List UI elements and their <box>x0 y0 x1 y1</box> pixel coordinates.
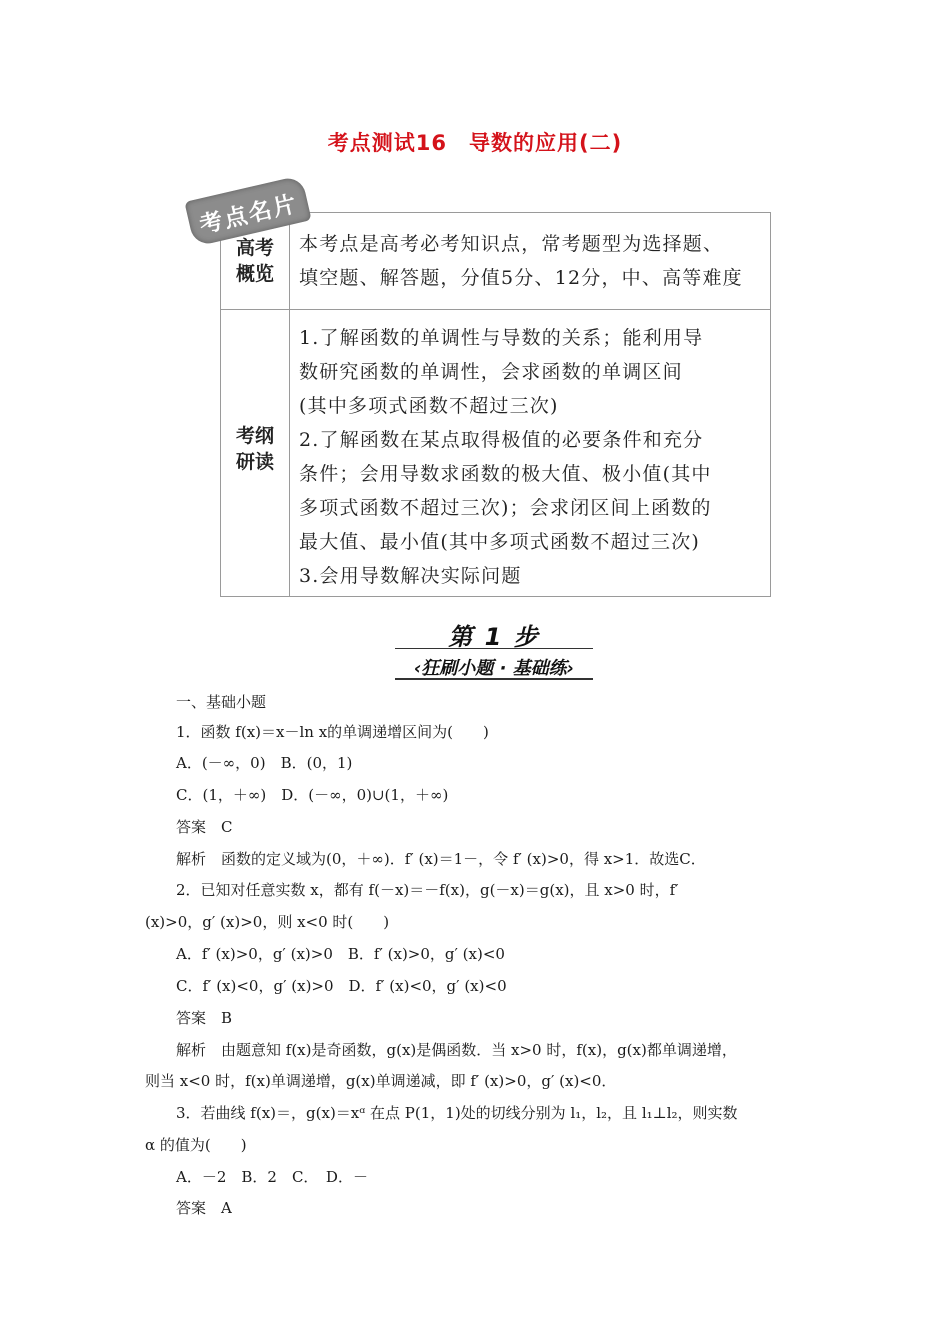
q3-stem-continued: α 的值为( ) <box>145 1136 247 1154</box>
q2-stem-continued: (x)>0，g′ (x)>0，则 x<0 时( ) <box>145 913 390 931</box>
q1-answer: 答案 C <box>176 818 233 836</box>
q2-stem: 2．已知对任意实数 x，都有 f(－x)＝－f(x)，g(－x)＝g(x)，且 x>0 时，f′ <box>176 881 679 899</box>
q2-options-line: A．f′ (x)>0，g′ (x)>0 B．f′ (x)>0，g′ (x)<0 <box>176 945 505 963</box>
q2-analysis: 解析 由题意知 f(x)是奇函数，g(x)是偶函数．当 x>0 时，f(x)，g(x)都单调递增， <box>176 1041 737 1059</box>
syllabus-line: 1.了解函数的单调性与导数的关系；能利用导 <box>299 327 704 349</box>
step-subtitle: ‹狂刷小题 · 基础练› <box>413 658 575 679</box>
row-label-syllabus: 考纲 研读 <box>235 425 274 473</box>
q3-options-line: A．－2 B．2 C． D．－ <box>176 1168 368 1186</box>
page-title: 考点测试16 导数的应用(二) <box>327 131 623 155</box>
syllabus-line: 多项式函数不超过三次)；会求闭区间上函数的 <box>299 497 712 519</box>
exam-point-card <box>220 212 771 597</box>
q3-stem: 3．若曲线 f(x)＝，g(x)＝xᵅ 在点 P(1，1)处的切线分别为 l₁，l₂，且 l₁⊥l₂，则实数 <box>176 1104 738 1122</box>
q2-answer: 答案 B <box>176 1009 233 1027</box>
q1-analysis: 解析 函数的定义域为(0，＋∞)．f′ (x)＝1－，令 f′ (x)>0，得 x>1．故选C． <box>176 850 706 868</box>
q2-analysis-continued: 则当 x<0 时，f(x)单调递增，g(x)单调递减，即 f′ (x)>0，g′ (x)<0． <box>145 1072 617 1090</box>
row-divider <box>221 309 770 310</box>
row-label-overview: 高考 概览 <box>235 237 274 285</box>
step-underline <box>395 678 593 680</box>
q1-options-line: C．(1，＋∞) D．(－∞，0)∪(1，＋∞) <box>176 786 449 804</box>
overview-line: 填空题、解答题，分值5分、12分，中、高等难度 <box>299 267 743 289</box>
section-heading: 一、基础小题 <box>176 693 267 711</box>
syllabus-line: 最大值、最小值(其中多项式函数不超过三次) <box>299 531 701 553</box>
syllabus-line: 条件；会用导数求函数的极大值、极小值(其中 <box>299 463 712 485</box>
q2-options-line: C．f′ (x)<0，g′ (x)>0 D．f′ (x)<0，g′ (x)<0 <box>176 977 507 995</box>
q3-answer: 答案 A <box>176 1199 232 1217</box>
syllabus-line: 2.了解函数在某点取得极值的必要条件和充分 <box>299 429 704 451</box>
syllabus-line: 3.会用导数解决实际问题 <box>299 565 522 587</box>
stamp-text: 考点名片 <box>197 190 301 239</box>
q1-stem: 1．函数 f(x)＝x－ln x的单调递增区间为( ) <box>176 723 489 741</box>
syllabus-line: (其中多项式函数不超过三次) <box>299 395 559 417</box>
syllabus-line: 数研究函数的单调性，会求函数的单调区间 <box>299 361 683 383</box>
step-title: 第 1 步 <box>448 623 540 651</box>
step-divider <box>395 648 593 649</box>
overview-line: 本考点是高考必考知识点，常考题型为选择题、 <box>299 233 724 255</box>
step-banner <box>383 617 605 679</box>
q1-options-line: A．(－∞，0) B．(0，1) <box>176 754 353 772</box>
column-divider <box>289 213 290 596</box>
